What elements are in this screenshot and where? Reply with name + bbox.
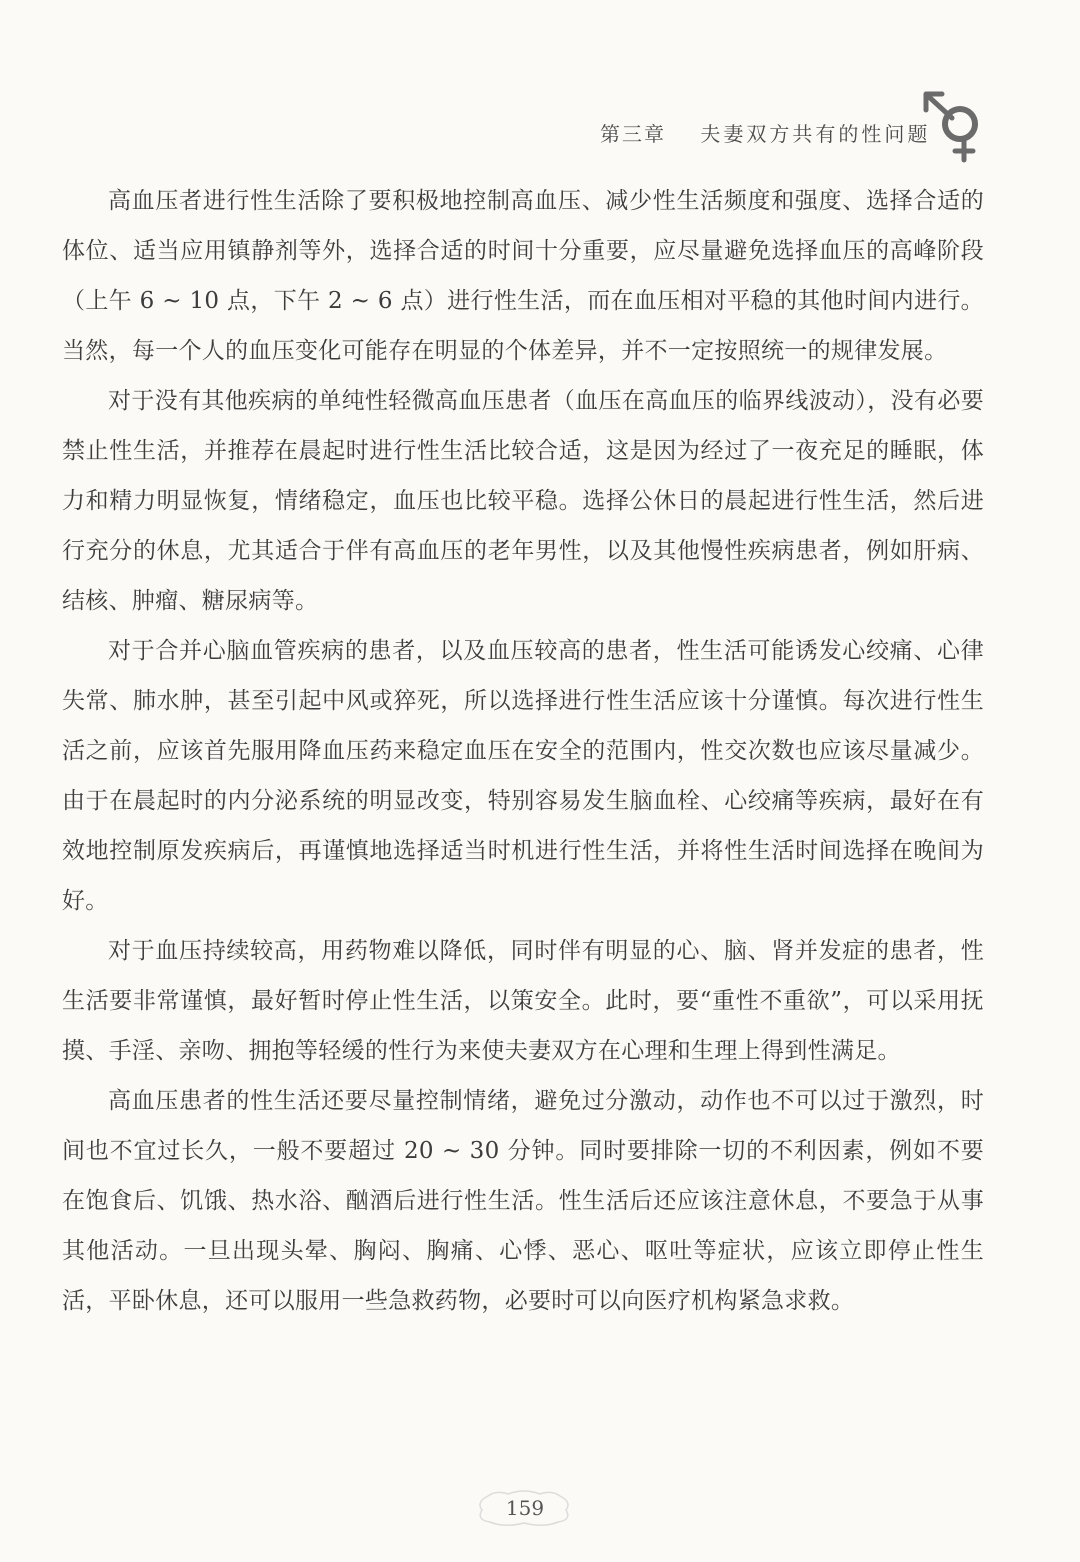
page-number: 159 (505, 1496, 545, 1520)
paragraph: 对于血压持续较高，用药物难以降低，同时伴有明显的心、脑、肾并发症的患者，性生活要非常谨慎，最好暂时停止性生活，以策安全。此时，要“重性不重欲”，可以采用抚摸、手淫、亲吻、拥抱等轻缓的性行为来使夫妻双方在心理和生理上得到性满足。 (62, 938, 984, 1064)
chapter-title: 夫妻双方共有的性问题 (700, 122, 931, 146)
paragraph: 高血压者进行性生活除了要积极地控制高血压、减少性生活频度和强度、选择合适的体位、适当应用镇静剂等外，选择合适的时间十分重要，应尽量避免选择血压的高峰阶段（上午 6 ~ 10 点，下午 2 ~ 6 点）进行性生活，而在血压相对平稳的其他时间内进行。当然，每一个人的血压变化可能存在明显的个体差异，并不一定按照统一的规律发展。 (62, 188, 984, 364)
paragraph: 高血压患者的性生活还要尽量控制情绪，避免过分激动，动作也不可以过于激烈，时间也不宜过长久，一般不要超过 20 ~ 30 分钟。同时要排除一切的不利因素，例如不要在饱食后、饥饿、热水浴、酗酒后进行性生活。性生活后还应该注意休息，不要急于从事其他活动。一旦出现头晕、胸闷、胸痛、心悸、恶心、呕吐等症状，应该立即停止性生活，平卧休息，还可以服用一些急救药物，必要时可以向医疗机构紧急求救。 (62, 1088, 984, 1314)
body-text (62, 176, 984, 1326)
chapter-label: 第三章 (600, 122, 666, 146)
gender-symbol-icon (920, 88, 990, 164)
running-header (600, 118, 930, 152)
paragraph: 对于合并心脑血管疾病的患者，以及血压较高的患者，性生活可能诱发心绞痛、心律失常、肺水肿，甚至引起中风或猝死，所以选择进行性生活应该十分谨慎。每次进行性生活之前，应该首先服用降血压药来稳定血压在安全的范围内，性交次数也应该尽量减少。由于在晨起时的内分泌系统的明显改变，特别容易发生脑血栓、心绞痛等疾病，最好在有效地控制原发疾病后，再谨慎地选择适当时机进行性生活，并将性生活时间选择在晚间为好。 (62, 638, 984, 914)
paragraph: 对于没有其他疾病的单纯性轻微高血压患者（血压在高血压的临界线波动），没有必要禁止性生活，并推荐在晨起时进行性生活比较合适，这是因为经过了一夜充足的睡眠，体力和精力明显恢复，情绪稳定，血压也比较平稳。选择公休日的晨起进行性生活，然后进行充分的休息，尤其适合于伴有高血压的老年男性，以及其他慢性疾病患者，例如肝病、结核、肿瘤、糖尿病等。 (62, 388, 984, 614)
